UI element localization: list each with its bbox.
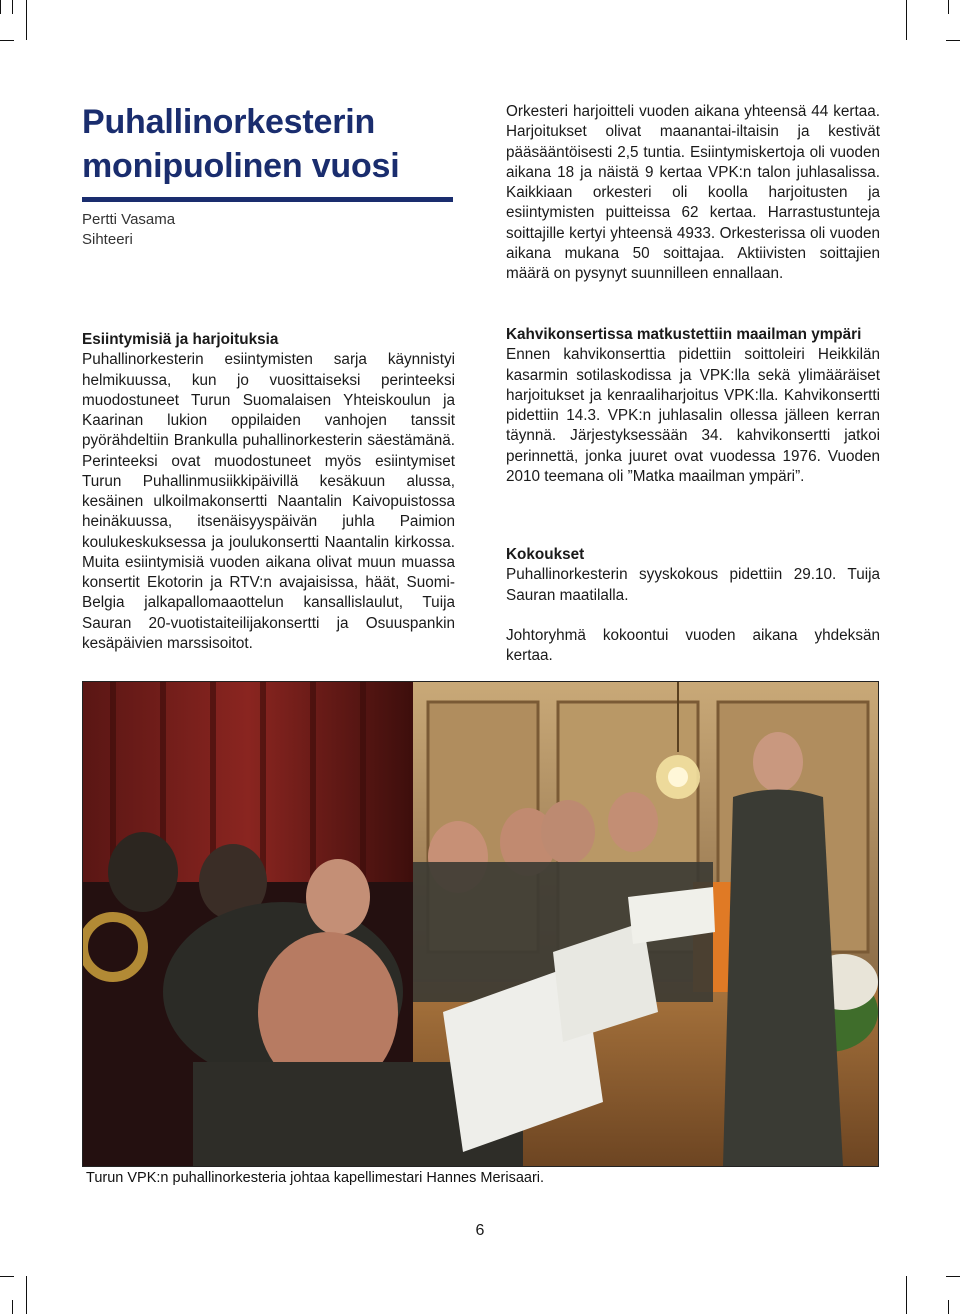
crop-mark-bottom-left-v xyxy=(26,1276,27,1314)
crop-mark-top-left-v2 xyxy=(12,0,13,14)
section-meetings-body2: Johtoryhmä kokoontui vuoden aikana yhdeksän kertaa. xyxy=(506,626,880,664)
section-meetings-heading: Kokoukset xyxy=(506,546,585,563)
section-performances xyxy=(82,330,455,654)
title-underline xyxy=(82,197,453,202)
author-name: Pertti Vasama xyxy=(82,211,176,228)
article-title xyxy=(82,100,462,188)
article-title-line1: Puhallinorkesterin xyxy=(82,103,376,141)
orchestra-photo xyxy=(82,681,879,1167)
photo-caption: Turun VPK:n puhallinorkesteria johtaa kapellimestari Hannes Merisaari. xyxy=(86,1170,545,1186)
crop-mark-top-left-v3 xyxy=(26,0,27,40)
section-coffee-body: Ennen kahvikonserttia pidettiin soittoleiri Heikkilän kasarmin sotilaskodissa ja VPK:lla sekä ylimääräiset harjoitukset ja kenraaliharjoitus VPK:lla. Kahvikonsertti pidettiin 14.3. VPK:n juhlasalin ollessa jälleen kerran täynnä. Järjestyksessään 34. kahvikonsertti jatkoi perinnettä, jonka juuret ovat vuodessa 1976. Vuoden 2010 teemana oli ”Matka maailman ympäri”. xyxy=(506,346,880,485)
crop-mark-top-right-h xyxy=(946,40,960,41)
section-performances-body: Puhallinorkesterin esiintymisten sarja käynnistyi helmikuussa, kun jo vuosittaiseksi perinteeksi muodostuneet Turun Suomalaisen Yhteiskoulun ja Kaarinan lukion oppilaiden vanhojen tanssit pyörähdeltiin Brankulla puhallinorkesterin säestämänä. Perinteeksi ovat muodostuneet myös esiintymiset Turun Puhallinmusiikkipäivillä kesäkuun alussa, kesäinen ulkoilmakonsertti Naantalin Kaivopuistossa heinäkuussa, itsenäisyyspäivän juhla Paimion koulukeskuksessa ja joulukonsertti Naantalin kirkossa. Muita esiintymisiä vuoden aikana olivat muun muassa konsertit Ekotorin ja RTV:n avajaisissa, häät, Suomi-Belgia jalkapallomaaottelun kansallislaulut, Tuija Sauran 20-vuotistaiteilijakonsertti ja Osuuspankin kesäpäivien marssisoitot. xyxy=(82,351,455,652)
crop-mark-top-left-h xyxy=(0,40,14,41)
crop-mark-bottom-right-h xyxy=(946,1276,960,1277)
article-title-line2: monipuolinen vuosi xyxy=(82,147,400,185)
section-meetings-body: Puhallinorkesterin syyskokous pidettiin 29.10. Tuija Sauran maatilalla. xyxy=(506,566,880,604)
page-number: 6 xyxy=(475,1222,485,1239)
right-intro-paragraph: Orkesteri harjoitteli vuoden aikana yhteensä 44 kertaa. Harjoitukset olivat maanantai-iltaisin ja kestivät pääsääntöisesti 2,5 tuntia. Esiintymiskertoja oli vuoden aikana 18 ja näistä 9 kertaa VPK:n talon juhlasalissa. Kaikkiaan orkesteri oli koolla harjoitusten ja esiintymisten puitteissa 62 kertaa. Harrastustunteja soittajille kertyi yhteensä 4933. Orkesterissa oli vuoden aikana mukana 50 soittajaa. Aktiivisten soittajien määrä on pysynyt suunnilleen ennallaan. xyxy=(506,103,880,282)
author-block xyxy=(82,210,175,250)
orchestra-photo-illustration xyxy=(83,682,878,1166)
section-coffee-heading: Kahvikonsertissa matkustettiin maailman ympäri xyxy=(506,326,862,343)
crop-mark-bottom-left-h xyxy=(0,1276,14,1277)
author-role: Sihteeri xyxy=(82,231,133,248)
crop-mark-top-right-v xyxy=(906,0,907,40)
section-performances-heading: Esiintymisiä ja harjoituksia xyxy=(82,331,279,348)
crop-mark-bottom-left-v2 xyxy=(12,1300,13,1314)
section-coffee xyxy=(506,325,880,487)
crop-mark-bottom-right-v xyxy=(906,1276,907,1314)
section-meetings xyxy=(506,545,880,666)
crop-mark-top-right-v2 xyxy=(948,0,949,14)
crop-mark-bottom-right-v2 xyxy=(948,1300,949,1314)
crop-mark-top-left-v xyxy=(0,0,1,14)
